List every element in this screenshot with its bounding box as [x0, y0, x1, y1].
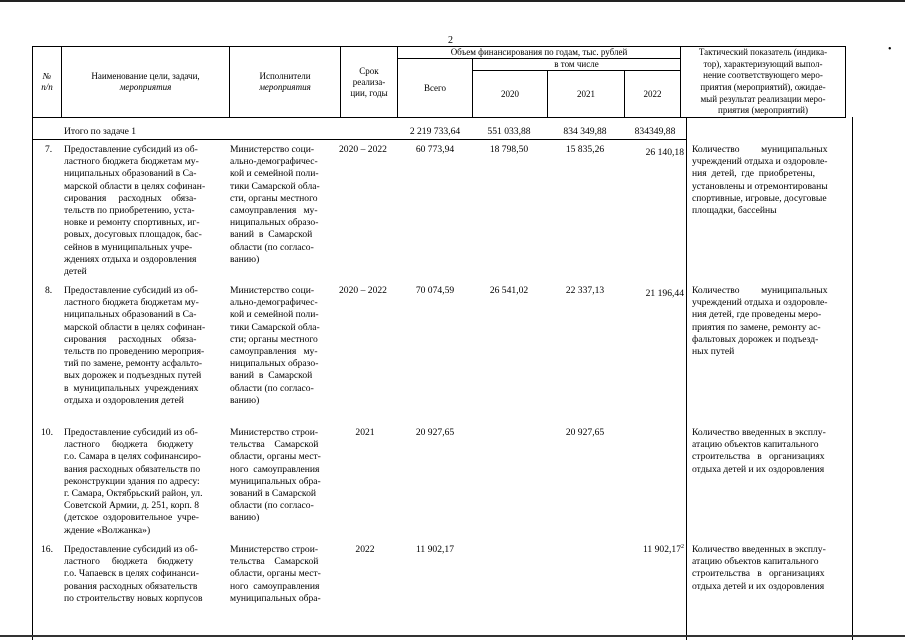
row-name: Предоставление субсидий из об- ластного бюджета бюджету г.о. Самара в целях софинансиро- вания расходных обязательств по реконструкции здания по адресу: г. Самара, Октябрьский район, ул. Советской Армии, д. 251, корп. 8 (детское оздоровительное учре- ждение «Волжанка») — [64, 427, 203, 536]
row-name: Предоставление субсидий из об- ластного бюджета бюджетам му- ниципальных образований в Са- марской области в целях софинан- сирования расходных обяза- тельств по проведению мероприя- тий по замене, ремонту асфальто- вых дорожек и подъездных путей в муниципальных учреждениях отдыха и оздоровления детей — [64, 285, 206, 406]
row-term: 2020 – 2022 — [339, 144, 387, 155]
row-number: 8. — [45, 285, 53, 296]
row-executors: Министерство соци- ально-демографичес- кой и семейной поли- тики Самарской обла- сти; органы местного самоуправления му- ниципальных образо- ваний в Самарской области (по согласо- ванию) — [230, 285, 320, 406]
subtotal-divider — [32, 139, 686, 140]
header-2022: 2022 — [625, 71, 681, 118]
row-term: 2022 — [355, 544, 375, 555]
row-2021: 20 927,65 — [565, 427, 605, 438]
header-total: Всего — [398, 59, 473, 118]
top-border — [0, 0, 905, 2]
header-including: в том числе — [473, 59, 681, 71]
row-indicator: Количество введенных в эксплу- атацию объектов капитального строительства в организациях отдыха детей и их оздоровления — [692, 544, 826, 592]
row-total: 60 773,94 — [415, 144, 455, 155]
header-indicator: Тактический показатель (индика- тор), характеризующий выпол- нение соответствующего меро- приятия (мероприятий), ожидае- мый результат реализации меро- приятия (мероприятий) — [681, 47, 846, 118]
row-2022: 26 140,18 — [645, 147, 684, 159]
row-total: 70 074,59 — [415, 285, 455, 296]
row-term: 2020 – 2022 — [339, 285, 387, 296]
row-executors: Министерство строи- тельства Самарской области, органы мест- ного самоуправления муниципальных обра- — [230, 544, 321, 604]
subtotal-total: 2 219 733,64 — [409, 126, 461, 137]
row-2021: 15 835,26 — [565, 144, 605, 155]
subtotal-2020: 551 033,88 — [487, 126, 531, 137]
row-number: 7. — [45, 144, 53, 155]
table-header — [32, 46, 846, 118]
row-2021: 22 337,13 — [565, 285, 605, 296]
row-2022: 21 196,44 — [645, 288, 684, 300]
header-term: Срок реализа- ции, годы — [341, 47, 398, 118]
row-executors: Министерство соци- ально-демографичес- кой и семейной поли- тики Самарской обла- сти, органы местного самоуправления му- ниципальных образо- ваний в Самарской области (по согласо- ванию) — [230, 144, 320, 265]
subtotal-label: Итого по задаче 1 — [64, 126, 137, 137]
row-number: 16. — [41, 544, 53, 555]
header-2020: 2020 — [473, 71, 548, 118]
header-executors: Исполнители мероприятия — [230, 47, 341, 118]
scan-mark: • — [888, 44, 892, 55]
row-indicator: Количество введенных в эксплу- атацию объектов капитального строительства в организациях отдыха детей и их оздоровления — [692, 427, 826, 475]
row-2022: 11 902,17$^2$ — [642, 544, 684, 555]
row-executors: Министерство строи- тельства Самарской области, органы мест- ного самоуправления муниципальных обра- зований в Самарской области (по согласо- ванию) — [230, 427, 321, 524]
row-name: Предоставление субсидий из об- ластного бюджета бюджету г.о. Чапаевск в целях софинанси- рования расходных обязательств по строительству новых корпусов — [64, 544, 203, 604]
row-total: 11 902,17 — [415, 544, 455, 555]
row-2020: 26 541,02 — [489, 285, 529, 296]
row-total: 20 927,65 — [415, 427, 455, 438]
row-2020: 18 798,50 — [489, 144, 529, 155]
header-2021: 2021 — [548, 71, 625, 118]
subtotal-2022: 834349,88 — [634, 126, 676, 137]
subtotal-2021: 834 349,88 — [563, 126, 607, 137]
header-num: № п/п — [33, 47, 62, 118]
header-name: Наименование цели, задачи, мероприятия — [62, 47, 230, 118]
row-term: 2021 — [355, 427, 375, 438]
header-funding: Объем финансирования по годам, тыс. рублей — [398, 47, 681, 59]
page-number: 2 — [448, 35, 453, 46]
row-name: Предоставление субсидий из об- ластного бюджета бюджетам му- ниципальных образований в Са- марской области в целях софинан- сирования расходных обяза- тельств по приобретению, уста- новке и ремонту спортивных, иг- ровых, досуговых площадок, бас- сейнов в муниципальных учре- ждениях отдыха и оздоровления детей — [64, 144, 206, 278]
row-indicator: Количество муниципальных учреждений отдыха и оздоровле- ния детей, где приобретены, установлены и отремонтированы спортивные, игровые, досуговые площадки, бассейны — [692, 144, 828, 217]
bottom-border — [0, 635, 905, 637]
row-indicator: Количество муниципальных учреждений отдыха и оздоровле- ния детей, где проведены меро- приятия по замене, ремонту ас- фальтовых дорожек и подъезд- ных путей — [692, 285, 828, 358]
row-number: 10. — [41, 427, 53, 438]
